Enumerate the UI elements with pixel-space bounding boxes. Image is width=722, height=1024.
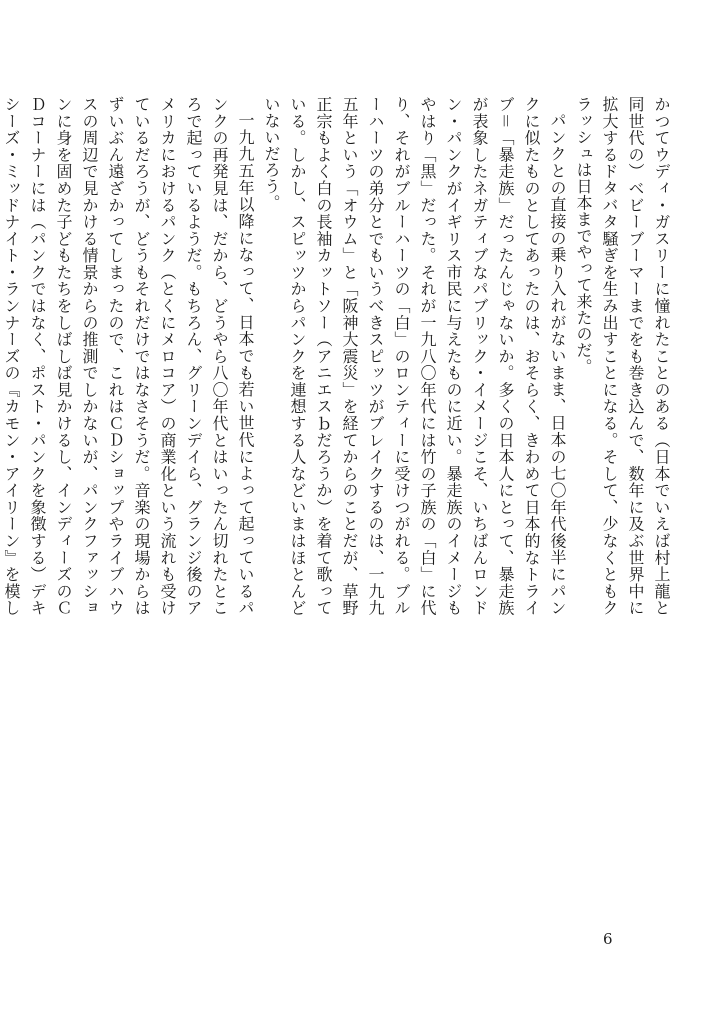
body-text bbox=[2, 96, 674, 616]
page-number: 6 bbox=[603, 930, 613, 948]
paragraph-3: 一九九五年以降になって、日本でも若い世代によって起っているパンクの再発見は、だから、どうやら八〇年代とはいったん切れたところで起っているようだ。もちろん、グリーンデイら、グランジ後のアメリカにおけるパンク（とくにメロコア）の商業化という流れも受けているだろうが、どうもそれだけではなさそうだ。音楽の現場からはずいぶん遠ざかってしまったので、これはＣＤショップやライブハウスの周辺で見かける情景からの推測でしかないが、パンクファッションに身を固めた子どもたちをしばしば見かけるし、インディーズのＣＤコーナーには（パンクではなく、ポスト・パンクを象徴する）デキシーズ・ミッドナイト・ランナーズの『カモン・アイリーン』を模し bbox=[2, 96, 255, 616]
paragraph-2: パンクとの直接の乗り入れがないまま、日本の七〇年代後半にパンクに似たものとしてあったのは、おそらく、きわめて日本的なトライブ＝「暴走族」だったんじゃないか。多くの日本人にとって、暴走族が表象したネガティブなパブリック・イメージこそ、いちばんロンドン・パンクがイギリス市民に与えたものに近い。暴走族のイメージもやはり「黒」だった。それが一九八〇年代には竹の子族の「白」に代り、それがブルーハーツの「白」のロンティーに受けつがれる。ブルーハーツの弟分とでもいうべきスピッツがブレイクするのは、一九九五年という「オウム」と「阪神大震災」を経てからのことだが、草野正宗もよく白の長袖カットソー（アニエスｂだろうか）を着て歌っている。しかし、スピッツからパンクを連想する人などいまはほとんどいないだろう。 bbox=[262, 96, 567, 616]
paragraph-1: かつてウディ・ガスリーに憧れたことのある（日本でいえば村上龍と同世代の）ベビーブーマーまでをも巻き込んで、数年に及ぶ世界中に拡大するドタバタ騒ぎを生み出すことになる。そして、少なくともクラッシュは日本までやって来たのだ。 bbox=[574, 96, 671, 616]
